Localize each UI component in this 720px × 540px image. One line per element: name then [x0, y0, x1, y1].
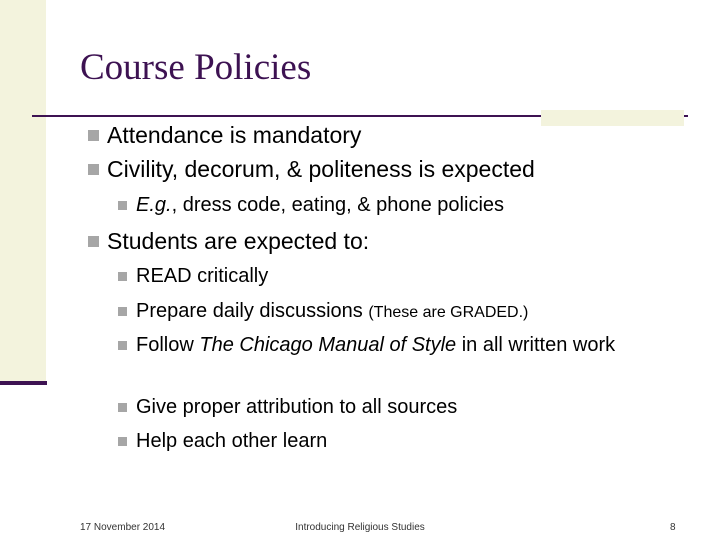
text-main: Prepare daily discussions [136, 300, 363, 322]
sub-bullet-item-eg [118, 191, 504, 220]
title-divider-block [541, 110, 684, 126]
sub-bullet-item-attribution [118, 393, 457, 422]
text-prefix: Follow [136, 334, 200, 356]
italic-text: E.g. [136, 194, 172, 216]
italic-text: The Chicago Manual of Style [199, 334, 457, 356]
square-bullet-icon [118, 272, 127, 281]
bullet-item-attendance [88, 118, 361, 152]
bullet-item-civility [88, 152, 535, 186]
footer-page-number: 8 [670, 522, 676, 533]
footer-date: 17 November 2014 [80, 522, 166, 533]
bullet-text [136, 297, 528, 327]
text-suffix: in all written work [456, 334, 616, 356]
square-bullet-icon [118, 403, 127, 412]
square-bullet-icon [88, 164, 99, 175]
graded-note: (These are GRADED.) [368, 304, 529, 321]
bullet-text: Give proper attribution to all sources [136, 396, 458, 418]
bullet-text: Civility, decorum, & politeness is expected [107, 156, 535, 182]
bullet-text: Attendance is mandatory [107, 122, 362, 148]
text-tail: , dress code, eating, & phone policies [171, 194, 505, 216]
left-bar-underline [0, 381, 47, 385]
bullet-text [136, 191, 504, 220]
sub-bullet-item-follow [118, 331, 618, 360]
left-decorative-bar [0, 0, 46, 381]
bullet-text: Students are expected to: [107, 228, 370, 254]
square-bullet-icon [118, 341, 127, 350]
slide-title: Course Policies [80, 47, 312, 88]
square-bullet-icon [88, 130, 99, 141]
square-bullet-icon [118, 437, 127, 446]
sub-bullet-item-prepare [118, 297, 528, 327]
square-bullet-icon [88, 236, 99, 247]
bullet-text: Help each other learn [136, 430, 328, 452]
square-bullet-icon [118, 307, 127, 316]
footer-title: Introducing Religious Studies [295, 522, 425, 533]
bullet-text: READ critically [136, 265, 269, 287]
bullet-item-students [88, 224, 369, 258]
sub-bullet-item-read [118, 262, 268, 291]
sub-bullet-item-help [118, 427, 327, 456]
bullet-text [136, 331, 615, 360]
square-bullet-icon [118, 201, 127, 210]
